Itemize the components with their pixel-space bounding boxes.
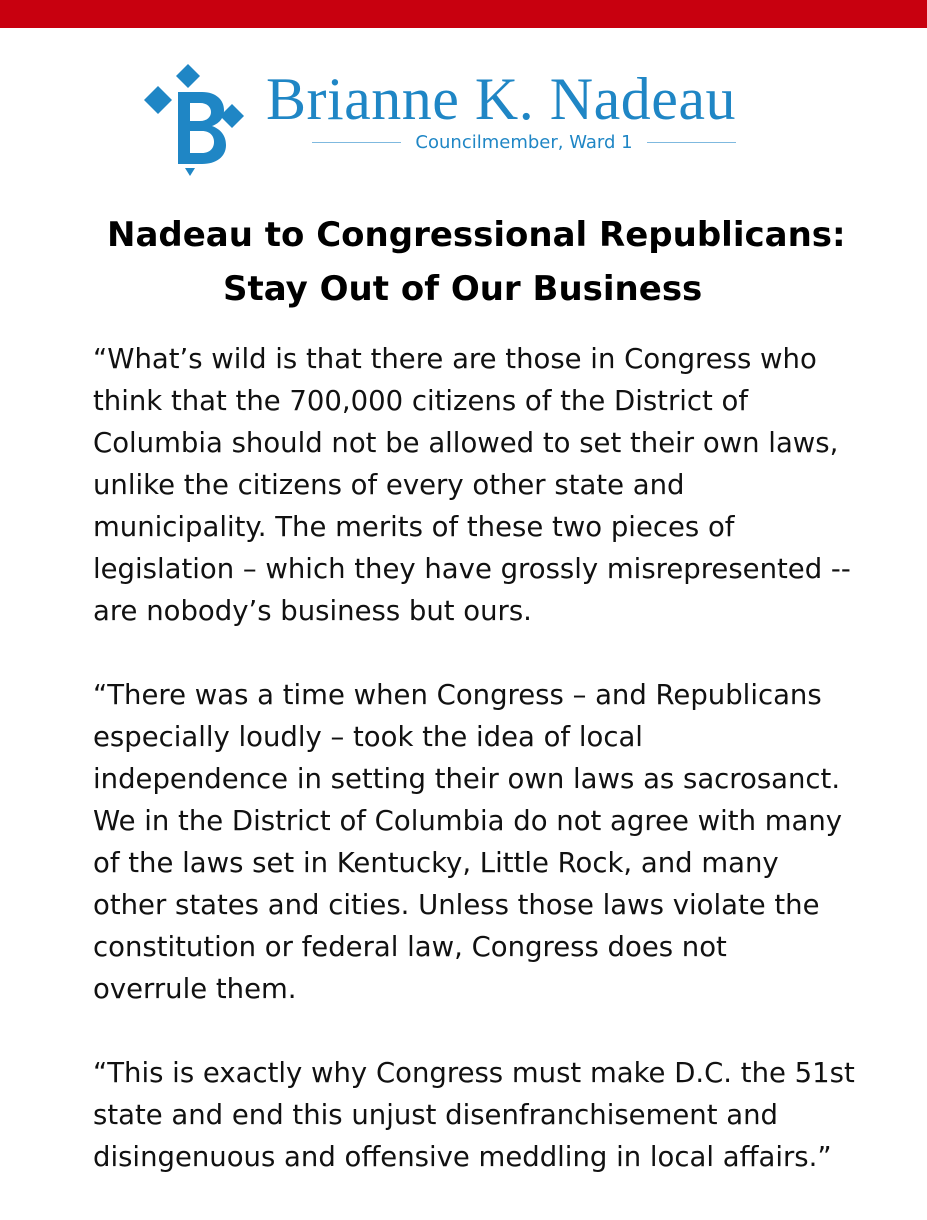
text-line: constitution or federal law, Congress does not xyxy=(93,931,727,963)
text-line: disingenuous and offensive meddling in local affairs.” xyxy=(93,1141,832,1173)
text-line: independence in setting their own laws as sacrosanct. xyxy=(93,763,841,795)
dc-ward-logo-icon xyxy=(144,64,248,180)
text-line: think that the 700,000 citizens of the District of xyxy=(93,385,749,417)
quote-paragraph xyxy=(93,674,853,1010)
text-line: overrule them. xyxy=(93,973,297,1005)
quote-paragraph xyxy=(93,1052,853,1178)
text-line: are nobody’s business but ours. xyxy=(93,595,532,627)
text-line: Columbia should not be allowed to set their own laws, xyxy=(93,427,839,459)
headline-line: Nadeau to Congressional Republicans: xyxy=(107,215,846,255)
text-line: municipality. The merits of these two pieces of xyxy=(93,511,735,543)
logo-name: Brianne K. Nadeau xyxy=(266,66,736,132)
text-line: legislation – which they have grossly misrepresented -- xyxy=(93,553,851,585)
text-line: “What’s wild is that there are those in Congress who xyxy=(93,343,817,375)
headline-line: Stay Out of Our Business xyxy=(223,269,703,309)
text-line: “This is exactly why Congress must make D.C. the 51st xyxy=(93,1057,855,1089)
statement-body xyxy=(93,338,853,1220)
text-line: state and end this unjust disenfranchisement and xyxy=(93,1099,779,1131)
top-accent-bar xyxy=(0,0,927,28)
logo-rule-left xyxy=(312,142,401,143)
logo-subtitle: Councilmember, Ward 1 xyxy=(415,131,633,153)
logo-rule-right xyxy=(647,142,736,143)
quote-paragraph xyxy=(93,338,853,632)
text-line: other states and cities. Unless those laws violate the xyxy=(93,889,820,921)
text-line: We in the District of Columbia do not agree with many xyxy=(93,805,843,837)
text-line: especially loudly – took the idea of local xyxy=(93,721,643,753)
headline xyxy=(60,208,867,316)
text-line: of the laws set in Kentucky, Little Rock, and many xyxy=(93,847,779,879)
logo-subtitle-row xyxy=(312,128,736,156)
text-line: “There was a time when Congress – and Republicans xyxy=(93,679,822,711)
text-line: unlike the citizens of every other state and xyxy=(93,469,685,501)
